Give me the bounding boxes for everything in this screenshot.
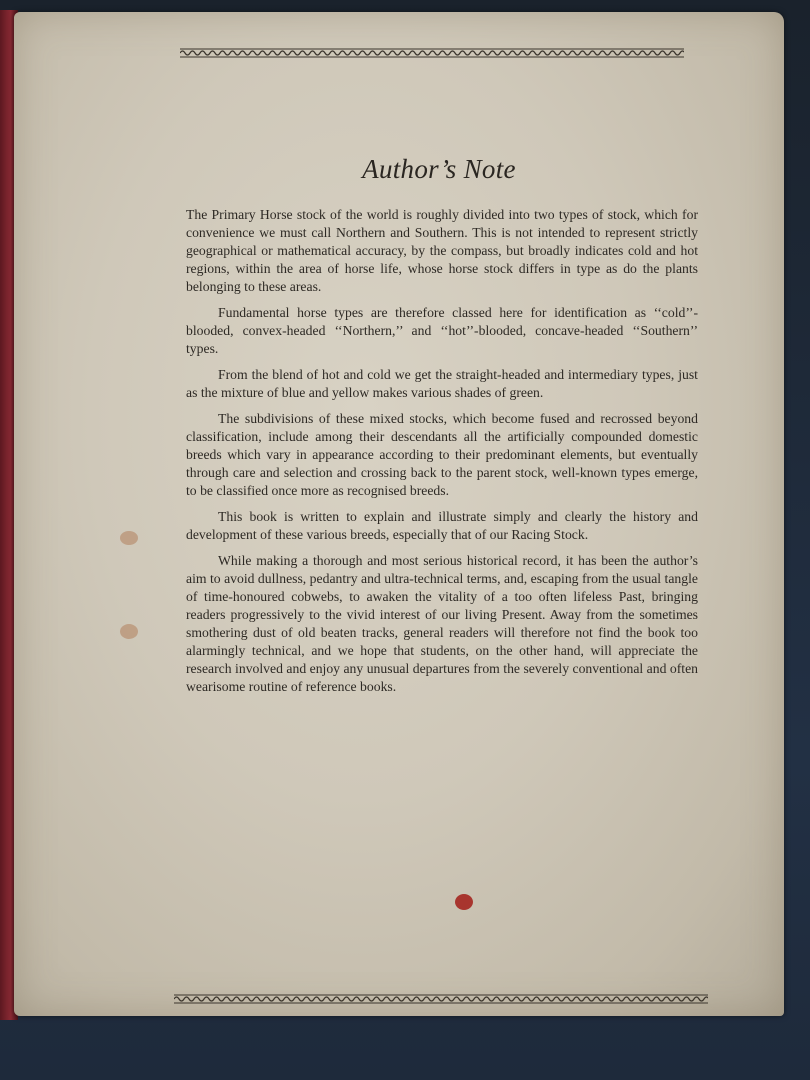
paragraph-5: This book is written to explain and illustrate simply and clearly the history and development of these various breeds, especially that of our Racing Stock. (186, 509, 698, 542)
red-mark (455, 894, 473, 910)
paper-stain (120, 531, 138, 545)
author-note-body (186, 206, 698, 704)
dust-jacket (14, 12, 784, 1016)
paragraph-6: While making a thorough and most serious historical record, it has been the author’s aim to avoid dullness, pedantry and ultra-technical terms, and, escaping from the usual tangle of time-honoured cobwebs, to awaken the vitality of a too often lifeless Past, bringing readers progressively to the vivid interest of our living Present. Away from the sometimes smothering dust of old beaten tracks, general readers will therefore not find the book too alarmingly technical, and we hope that students, on the other hand, will appreciate the research involved and enjoy any unusual departures from the severely conventional and often wearisome routine of reference books. (186, 553, 698, 694)
decorative-border-top (180, 48, 684, 58)
decorative-border-bottom (174, 994, 708, 1004)
page-title: Author’s Note (362, 154, 516, 184)
paragraph-3: From the blend of hot and cold we get the straight-headed and intermediary types, just as the mixture of blue and yellow makes various shades of green. (186, 367, 698, 400)
paragraph-1: The Primary Horse stock of the world is roughly divided into two types of stock, which for convenience we must call Northern and Southern. This is not intended to represent strictly geographical or mathematical accuracy, by the compass, but broadly indicates cold and hot regions, within the area of horse life, whose horse stock differs in type as do the plants belonging to these areas. (186, 207, 698, 294)
paragraph-2: Fundamental horse types are therefore classed here for identification as ‘‘cold’’-blooded, convex-headed ‘‘Northern,’’ and ‘‘hot’’-blooded, concave-headed ‘‘Southern’’ types. (186, 305, 698, 356)
paragraph-4: The subdivisions of these mixed stocks, which become fused and recrossed beyond classification, include among their descendants all the artificially compounded domestic breeds which vary in appearance according to their predominant elements, but eventually through care and selection and crossing back to the parent stock, well-known types emerge, to be classified once more as recognised breeds. (186, 411, 698, 498)
paper-stain (120, 624, 138, 639)
